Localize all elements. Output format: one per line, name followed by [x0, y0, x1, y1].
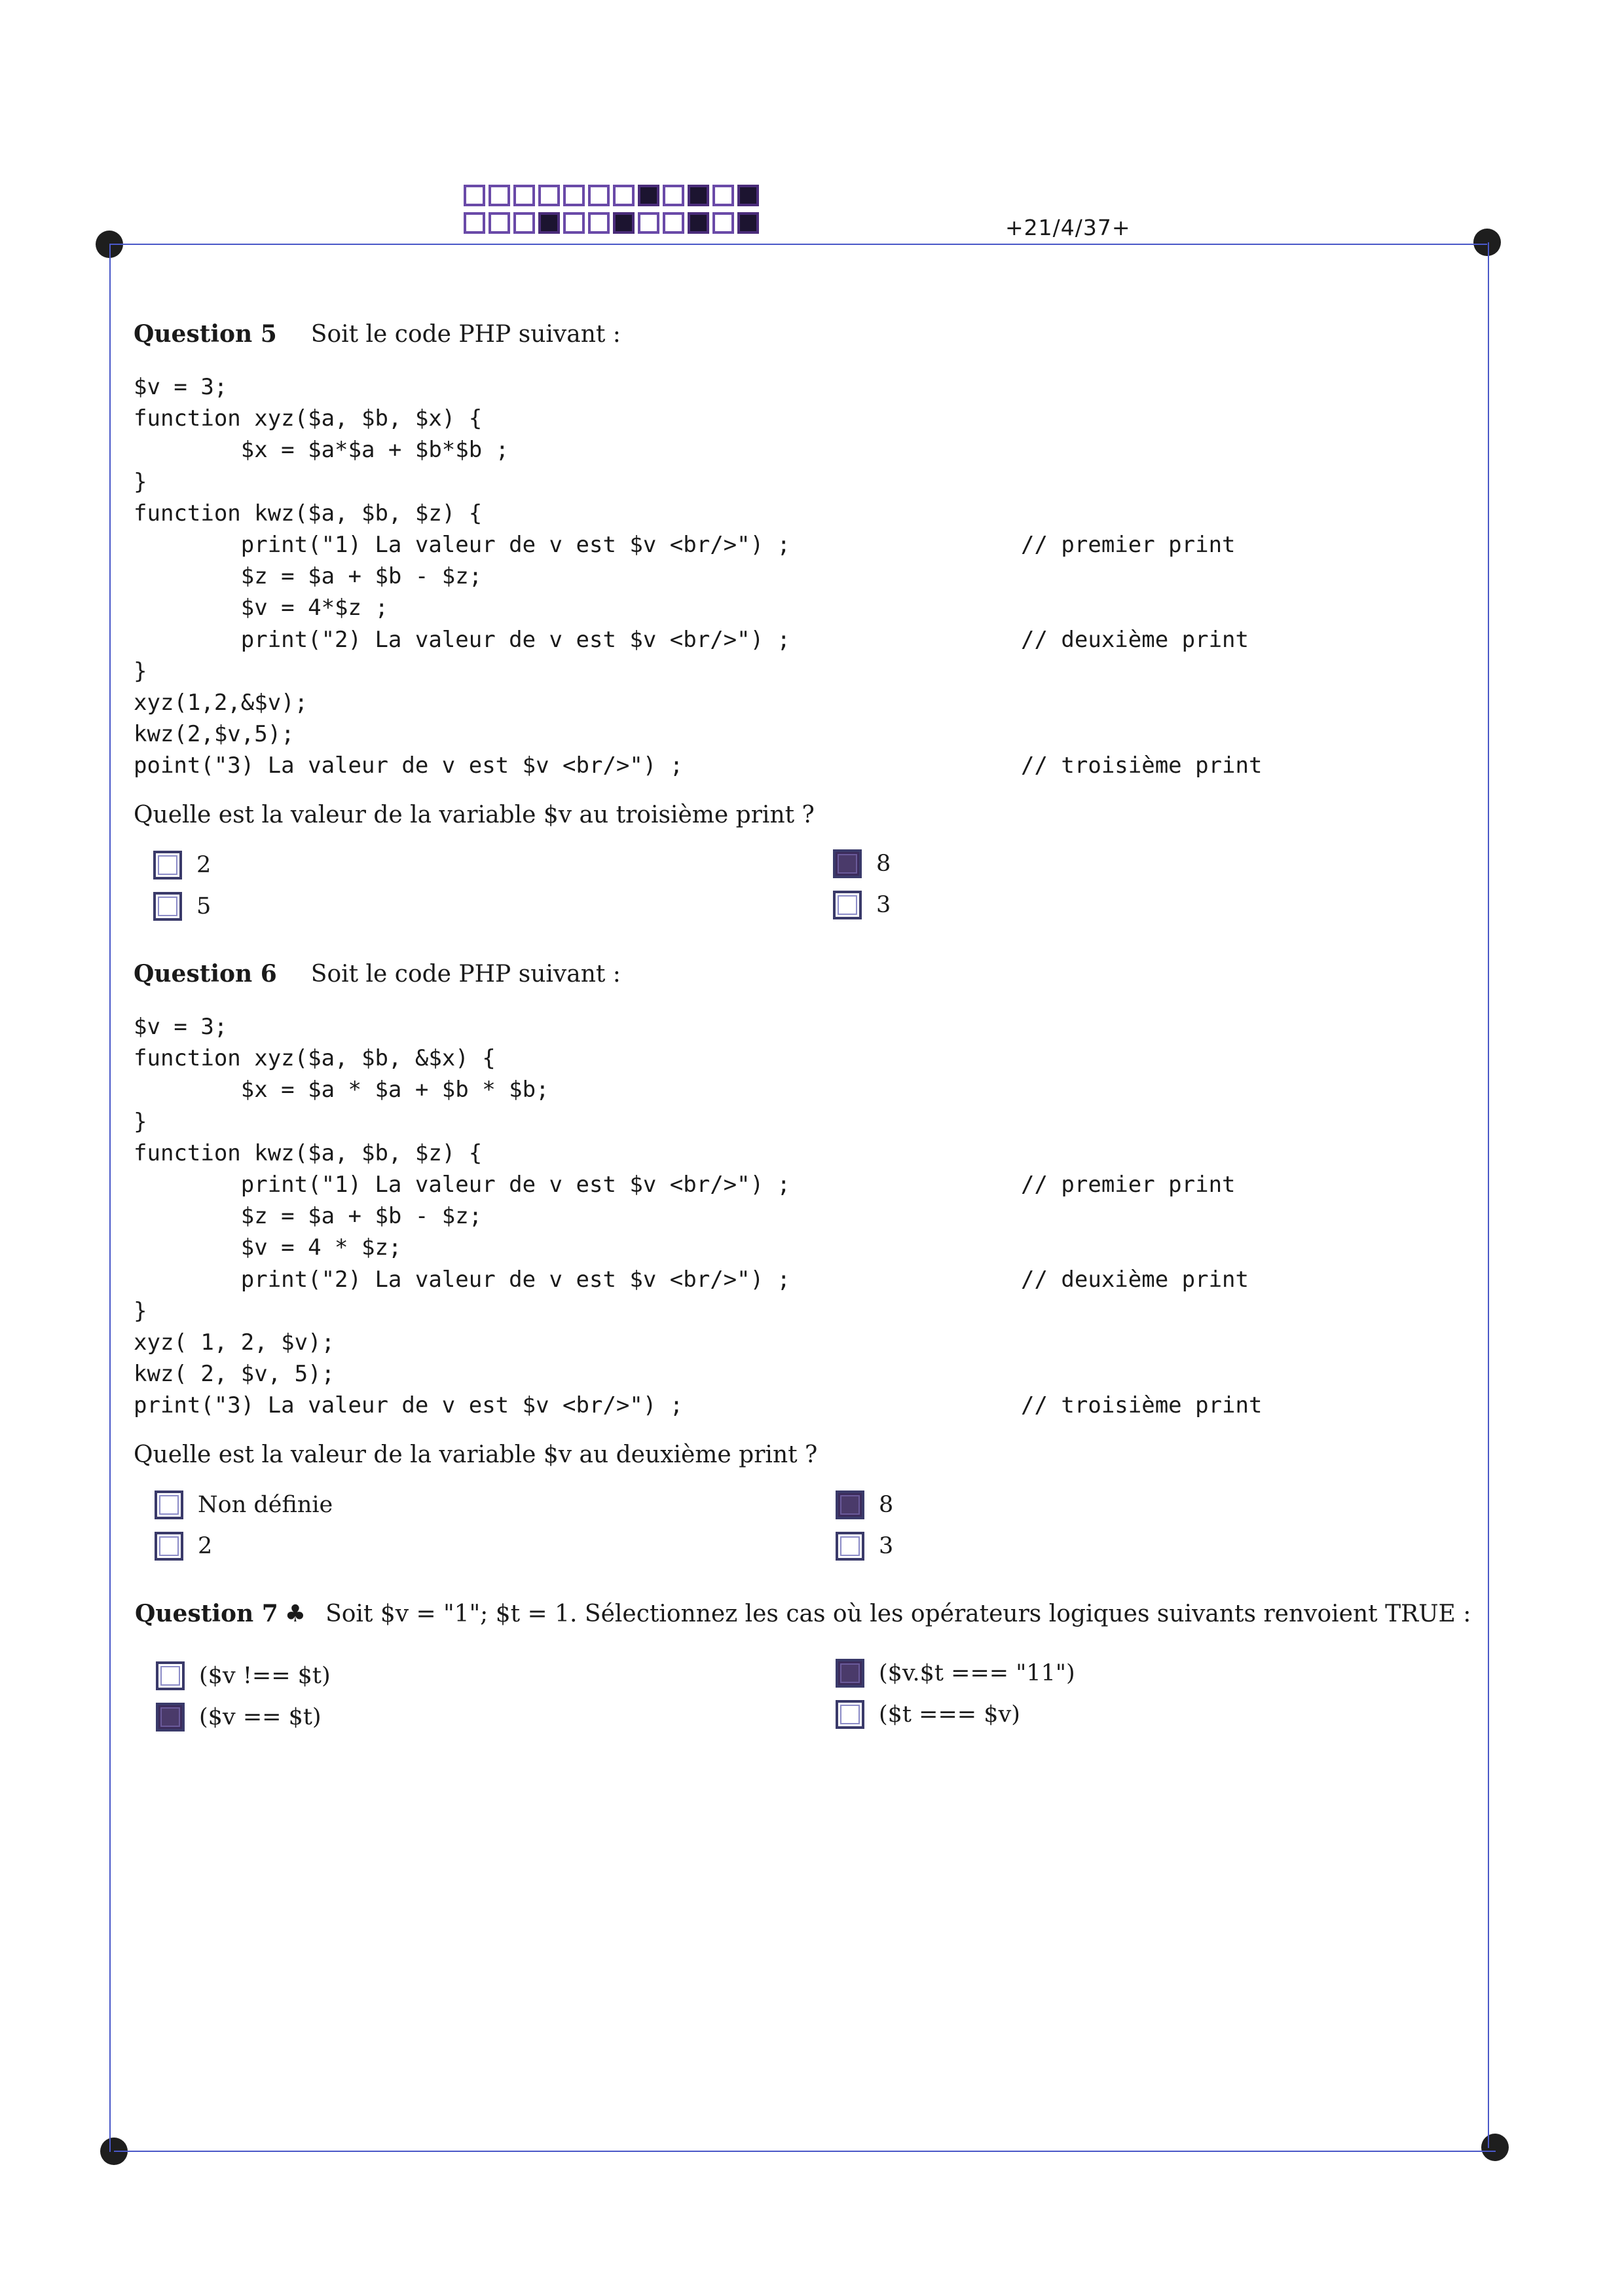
code-text: $v = 3;	[134, 374, 228, 400]
id-code-box	[489, 185, 510, 206]
answer-option[interactable]	[155, 1529, 212, 1563]
page-id: +21/4/37+	[1005, 215, 1131, 240]
id-code-box	[588, 185, 610, 206]
code-line	[134, 1232, 1312, 1263]
code-line	[134, 561, 1312, 592]
answer-option[interactable]	[155, 1488, 333, 1522]
answer-checkbox[interactable]	[155, 1532, 183, 1561]
id-code-box	[538, 212, 560, 234]
frame-left	[109, 244, 111, 2152]
id-code-row	[464, 212, 759, 234]
question-intro: Soit le code PHP suivant :	[310, 961, 621, 988]
id-code-box	[663, 185, 684, 206]
code-comment: // troisième print	[1021, 752, 1263, 779]
answer-label: ($v.$t === "11")	[879, 1660, 1075, 1686]
question-prompt: Quelle est la valeur de la variable $v au deuxième print ?	[134, 1441, 818, 1469]
code-line	[134, 1200, 1312, 1232]
id-code-box	[663, 212, 684, 234]
id-code-box	[588, 212, 610, 234]
answer-checkbox[interactable]	[155, 1491, 183, 1519]
code-line	[134, 687, 1312, 718]
code-comment: // deuxième print	[1021, 626, 1249, 653]
code-line	[134, 1074, 1312, 1105]
code-line	[134, 750, 1312, 781]
answer-checkbox[interactable]	[836, 1700, 864, 1729]
answer-option[interactable]	[833, 847, 891, 881]
code-text: }	[134, 1108, 147, 1135]
id-code-box	[513, 212, 535, 234]
question-number: Question 5	[134, 320, 277, 348]
question-6	[134, 958, 1443, 1573]
question-header	[134, 318, 1443, 350]
code-text: }	[134, 468, 147, 495]
id-code-box	[613, 212, 635, 234]
id-code-box	[712, 212, 734, 234]
answer-label: ($t === $v)	[879, 1701, 1020, 1728]
code-comment: // troisième print	[1021, 1392, 1263, 1419]
code-text: kwz( 2, $v, 5);	[134, 1361, 335, 1388]
club-icon: ♣	[284, 1601, 306, 1627]
code-text: $v = 3;	[134, 1014, 228, 1040]
code-line	[134, 1358, 1312, 1390]
frame-top	[109, 244, 1487, 245]
registration-mark-top-right	[1473, 229, 1501, 256]
answer-checkbox[interactable]	[156, 1661, 185, 1690]
code-text: $z = $a + $b - $z;	[134, 1203, 483, 1230]
answer-option[interactable]	[836, 1529, 893, 1563]
answer-checkbox[interactable]	[833, 849, 862, 878]
answer-checkbox[interactable]	[833, 891, 862, 919]
code-comment: // premier print	[1021, 531, 1236, 558]
id-code-box	[712, 185, 734, 206]
answer-label: 8	[879, 1492, 894, 1519]
id-code-box	[538, 185, 560, 206]
answer-option[interactable]	[156, 1700, 322, 1734]
answer-grid	[135, 1659, 1445, 1744]
code-line	[134, 1264, 1312, 1295]
code-text: function xyz($a, $b, &$x) {	[134, 1045, 496, 1072]
id-code-box	[464, 212, 485, 234]
code-line	[134, 718, 1312, 750]
code-text: point("3) La valeur de v est $v <br/>") ;	[134, 752, 684, 779]
code-text: $x = $a * $a + $b * $b;	[134, 1077, 549, 1103]
code-comment: // premier print	[1021, 1171, 1236, 1198]
frame-right	[1488, 242, 1489, 2148]
code-text: $v = 4 * $z;	[134, 1234, 402, 1261]
id-code-box	[464, 185, 485, 206]
answer-option[interactable]	[156, 1659, 331, 1693]
answer-label: 3	[876, 892, 891, 919]
code-line	[134, 466, 1312, 498]
answer-label: 8	[876, 851, 891, 878]
code-text: $x = $a*$a + $b*$b ;	[134, 437, 509, 464]
code-line	[134, 1138, 1312, 1169]
id-code-box	[513, 185, 535, 206]
answer-checkbox[interactable]	[153, 851, 182, 880]
code-line	[134, 403, 1312, 434]
id-code-box	[638, 185, 659, 206]
answer-option[interactable]	[836, 1656, 1075, 1690]
code-text: function kwz($a, $b, $z) {	[134, 500, 483, 527]
code-block	[134, 371, 1312, 781]
code-line	[134, 1011, 1312, 1043]
code-line	[134, 1043, 1312, 1074]
code-text: print("1) La valeur de v est $v <br/>") ;	[134, 1171, 791, 1198]
question-7	[135, 1598, 1471, 1744]
code-line	[134, 434, 1312, 466]
code-line	[134, 1327, 1312, 1358]
answer-checkbox[interactable]	[836, 1659, 864, 1688]
answer-label: 2	[198, 1533, 213, 1560]
answer-checkbox[interactable]	[836, 1532, 864, 1561]
question-intro: Soit le code PHP suivant :	[310, 321, 621, 348]
code-line	[134, 1106, 1312, 1138]
id-code-grid	[464, 185, 759, 240]
answer-option[interactable]	[836, 1488, 893, 1522]
id-code-box	[688, 185, 709, 206]
answer-grid	[134, 1488, 1443, 1573]
answer-checkbox[interactable]	[153, 892, 182, 921]
answer-checkbox[interactable]	[156, 1703, 185, 1731]
code-comment: // deuxième print	[1021, 1266, 1249, 1293]
answer-option[interactable]	[833, 888, 891, 922]
code-text: function kwz($a, $b, $z) {	[134, 1139, 483, 1166]
answer-label: Non définie	[198, 1492, 333, 1519]
code-text: }	[134, 657, 147, 684]
code-line	[134, 498, 1312, 529]
answer-label: 2	[196, 852, 212, 879]
code-line	[134, 529, 1312, 561]
question-header	[134, 958, 1443, 990]
registration-mark-bottom-right	[1481, 2134, 1509, 2161]
question-header	[135, 1598, 1471, 1630]
answer-grid	[134, 848, 1443, 933]
code-line	[134, 592, 1312, 623]
code-line	[134, 624, 1312, 656]
answer-label: ($v !== $t)	[199, 1663, 331, 1689]
question-number: Question 6	[134, 960, 277, 988]
id-code-box	[563, 185, 585, 206]
question-number: Question 7	[135, 1600, 278, 1627]
code-line	[134, 1295, 1312, 1327]
id-code-box	[613, 185, 635, 206]
code-line	[134, 656, 1312, 687]
question-intro: Soit $v = "1"; $t = 1. Sélectionnez les cas où les opérateurs logiques suivants renvoient TRUE :	[325, 1601, 1471, 1627]
answer-option[interactable]	[153, 848, 211, 882]
code-text: $v = 4*$z ;	[134, 595, 388, 621]
code-block	[134, 1011, 1312, 1421]
answer-option[interactable]	[153, 889, 211, 923]
code-line	[134, 371, 1312, 403]
answer-label: 3	[879, 1533, 894, 1560]
question-prompt: Quelle est la valeur de la variable $v au troisième print ?	[134, 802, 815, 829]
question-5	[134, 318, 1443, 933]
code-text: $z = $a + $b - $z;	[134, 563, 483, 590]
code-text: print("3) La valeur de v est $v <br/>") ;	[134, 1392, 684, 1419]
id-code-box	[737, 212, 759, 234]
code-text: kwz(2,$v,5);	[134, 721, 295, 748]
answer-label: 5	[196, 893, 212, 920]
code-line	[134, 1169, 1312, 1200]
id-code-box	[737, 185, 759, 206]
code-text: xyz(1,2,&$v);	[134, 689, 308, 716]
code-text: xyz( 1, 2, $v);	[134, 1329, 335, 1356]
frame-bottom	[114, 2151, 1496, 2152]
id-code-box	[638, 212, 659, 234]
code-text: function xyz($a, $b, $x) {	[134, 405, 483, 432]
code-text: print("2) La valeur de v est $v <br/>") ;	[134, 1266, 791, 1293]
answer-option[interactable]	[836, 1697, 1020, 1731]
code-text: print("2) La valeur de v est $v <br/>") ;	[134, 626, 791, 653]
id-code-row	[464, 185, 759, 206]
answer-checkbox[interactable]	[836, 1491, 864, 1519]
code-text: }	[134, 1297, 147, 1324]
id-code-box	[489, 212, 510, 234]
answer-label: ($v == $t)	[199, 1704, 322, 1730]
code-line	[134, 1390, 1312, 1421]
id-code-box	[688, 212, 709, 234]
code-text: print("1) La valeur de v est $v <br/>") ;	[134, 531, 791, 558]
id-code-box	[563, 212, 585, 234]
